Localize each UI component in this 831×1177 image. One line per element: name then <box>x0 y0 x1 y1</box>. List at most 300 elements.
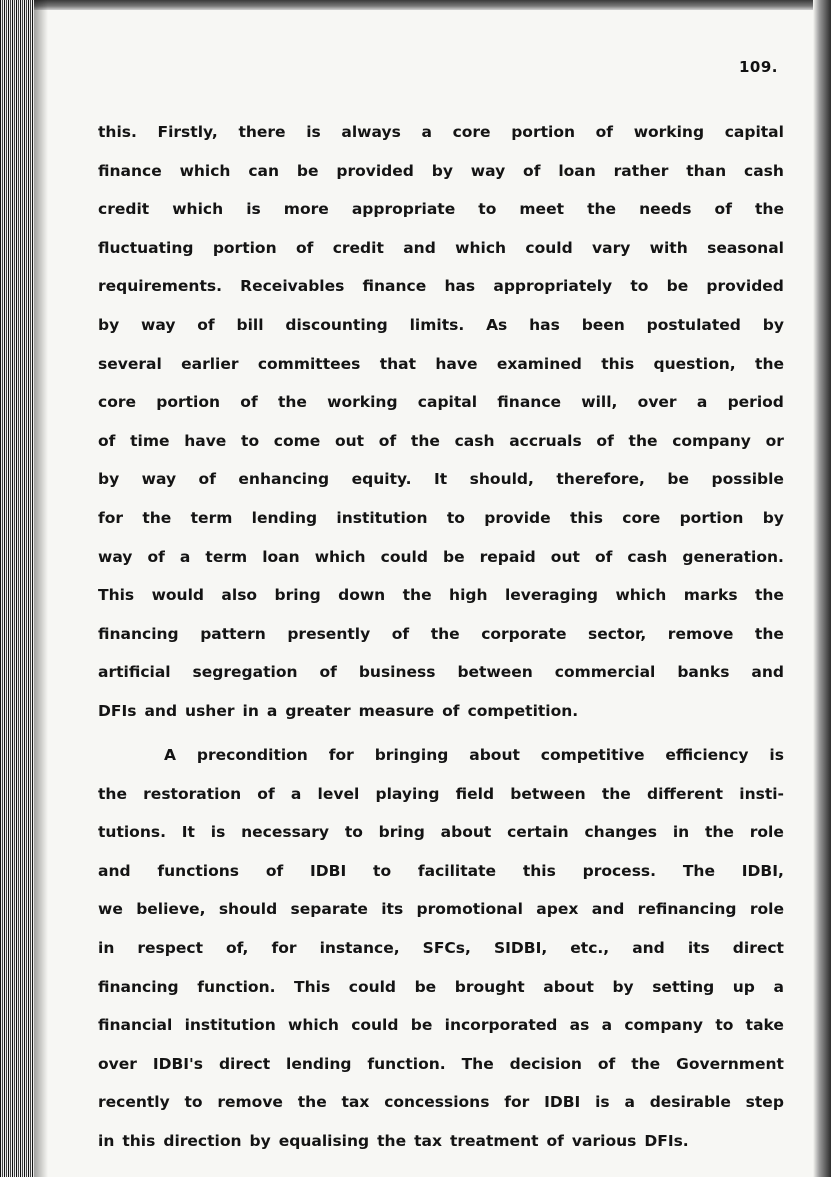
word: capital <box>724 123 784 141</box>
word: Receivables <box>240 277 345 296</box>
word: facilitate <box>417 861 497 880</box>
word: have <box>184 431 227 450</box>
word: promotional <box>416 900 523 919</box>
word: appropriate <box>351 200 456 219</box>
word: As <box>486 315 508 334</box>
word: of <box>596 431 614 450</box>
word: a <box>290 784 302 803</box>
word: out <box>550 547 580 566</box>
word: the <box>98 784 127 803</box>
word: of <box>546 1131 564 1150</box>
word: artificial <box>98 663 171 682</box>
word: institution <box>184 1016 276 1035</box>
word: come <box>273 431 321 450</box>
word: be <box>414 977 437 996</box>
text-line <box>98 938 784 977</box>
word: working <box>327 393 398 412</box>
word: seasonal <box>707 238 784 257</box>
word: bring <box>378 823 425 842</box>
word: The <box>461 1054 494 1073</box>
word: by <box>98 315 120 334</box>
word: corporate <box>481 624 567 643</box>
text-line <box>98 861 784 900</box>
word: way <box>470 161 506 180</box>
text-line <box>98 585 784 624</box>
word: credit <box>332 238 384 257</box>
text-line <box>98 354 784 393</box>
word: institution <box>336 508 428 527</box>
page-right-edge <box>813 0 831 1177</box>
word: has <box>529 315 560 334</box>
word: should, <box>469 470 534 489</box>
word: cash <box>627 547 668 566</box>
word: separate <box>290 900 368 919</box>
word: function. <box>367 1054 446 1073</box>
word: of <box>597 1054 616 1073</box>
word: working <box>633 123 705 141</box>
word: of <box>378 431 397 450</box>
word: This <box>98 586 135 605</box>
word: IDBI, <box>741 861 784 880</box>
text-line <box>98 122 784 161</box>
word: sector, <box>588 624 647 643</box>
text-line <box>98 977 784 1016</box>
word: equity. <box>351 470 412 489</box>
word: be <box>296 161 319 180</box>
word: of <box>523 161 541 180</box>
word: tax <box>414 1131 442 1150</box>
word: SIDBI, <box>493 938 548 957</box>
word: we <box>98 900 123 919</box>
word: step <box>745 1093 784 1112</box>
word: could <box>525 238 573 257</box>
word: SFCs, <box>422 938 471 957</box>
word: portion <box>212 238 277 257</box>
word: accruals <box>509 431 582 450</box>
word: by <box>762 508 784 527</box>
word: is <box>306 123 321 141</box>
book-binding-edge <box>0 0 34 1177</box>
word: requirements. <box>98 277 222 296</box>
word: financing <box>98 977 179 996</box>
word: role <box>749 823 784 842</box>
word: its <box>381 900 404 919</box>
word: provide <box>484 508 551 527</box>
word: as <box>569 1016 590 1035</box>
word: appropriately <box>493 277 613 296</box>
word: the <box>430 624 460 643</box>
word: This <box>294 977 331 996</box>
word: greater <box>285 701 351 720</box>
word: brought <box>454 977 525 996</box>
word: could <box>380 547 428 566</box>
text-line <box>98 547 784 586</box>
word: bill <box>236 315 264 334</box>
word: by <box>431 161 453 180</box>
word: high <box>449 586 488 605</box>
word: the <box>754 586 784 605</box>
word: a <box>601 1016 613 1035</box>
word: finance <box>362 277 427 296</box>
word: measure <box>358 701 435 720</box>
word: presently <box>287 624 371 643</box>
word: be <box>667 470 690 489</box>
word: process. <box>582 861 657 880</box>
word: tax <box>341 1093 370 1112</box>
word: efficiency <box>665 746 749 764</box>
word: the <box>628 431 658 450</box>
word: the <box>402 586 432 605</box>
word: which <box>288 1016 339 1035</box>
word: loan <box>558 161 596 180</box>
word: the <box>297 1093 327 1112</box>
word: generation. <box>682 547 784 566</box>
word: up <box>732 977 755 996</box>
word: It <box>434 470 448 489</box>
word: is <box>246 200 261 219</box>
word: and <box>403 238 436 257</box>
word: the <box>377 1131 407 1150</box>
word: company <box>672 431 751 450</box>
word: with <box>649 238 688 257</box>
word: earlier <box>181 354 239 373</box>
page-number: 109. <box>739 58 779 76</box>
word: A <box>164 746 176 764</box>
text-line <box>98 276 784 315</box>
word: cash <box>454 431 495 450</box>
word: in <box>242 701 259 720</box>
word: a <box>266 701 278 720</box>
text-line <box>98 1131 784 1170</box>
word: the <box>410 431 440 450</box>
word: IDBI <box>544 1093 581 1112</box>
word: IDBI <box>310 861 347 880</box>
word: core <box>452 123 491 141</box>
word: repaid <box>479 547 536 566</box>
word: the <box>587 200 617 219</box>
word: desirable <box>649 1093 731 1112</box>
word: of <box>714 200 732 219</box>
word: term <box>205 547 248 566</box>
word: finance <box>497 393 562 412</box>
text-line <box>98 392 784 431</box>
word: It <box>181 823 195 842</box>
word: the <box>631 1054 661 1073</box>
word: its <box>687 938 710 957</box>
text-line <box>98 469 784 508</box>
word: functions <box>157 861 240 880</box>
word: various <box>571 1131 637 1150</box>
word: lending <box>286 1054 352 1073</box>
word: usher <box>185 701 235 720</box>
word: enhancing <box>238 470 330 489</box>
word: a <box>773 977 784 996</box>
word: over <box>98 1054 137 1073</box>
word: way <box>141 315 176 334</box>
word: cash <box>744 161 784 180</box>
text-line <box>98 315 784 354</box>
word: would <box>151 586 204 605</box>
word: committees <box>257 354 361 373</box>
word: to <box>184 1093 203 1112</box>
word: for <box>504 1093 530 1112</box>
word: bring <box>274 586 321 605</box>
word: commercial <box>554 663 656 682</box>
text-line <box>98 161 784 200</box>
word: the <box>704 823 734 842</box>
word: in <box>672 823 690 842</box>
text-line <box>98 822 784 861</box>
word: instance, <box>319 938 400 957</box>
word: by <box>98 470 120 489</box>
word: which <box>615 586 667 605</box>
text-line <box>98 431 784 470</box>
word: a <box>179 547 191 566</box>
word: the <box>142 508 172 527</box>
word: function. <box>197 977 276 996</box>
word: core <box>98 393 136 412</box>
word: fluctuating <box>98 238 194 257</box>
word: between <box>510 784 586 803</box>
word: financial <box>98 1016 173 1035</box>
word: be <box>442 547 465 566</box>
word: core <box>622 508 661 527</box>
text-line <box>98 662 784 701</box>
word: treatment <box>449 1131 539 1150</box>
word: limits. <box>409 315 465 334</box>
word: period <box>727 393 784 412</box>
word: term <box>190 508 233 527</box>
word: a <box>421 123 432 141</box>
word: over <box>637 393 677 412</box>
word: rather <box>613 161 669 180</box>
word: believe, <box>136 900 206 919</box>
word: concessions <box>384 1093 490 1112</box>
word: by <box>249 1131 271 1150</box>
word: competition. <box>467 701 579 720</box>
word: finance <box>98 161 162 180</box>
word: to <box>241 431 260 450</box>
word: leveraging <box>504 586 599 605</box>
word: meet <box>519 200 564 219</box>
word: the <box>277 393 307 412</box>
text-line <box>98 701 784 740</box>
word: necessary <box>241 823 330 842</box>
word: to <box>630 277 649 296</box>
word: question, <box>653 354 736 373</box>
word: between <box>457 663 533 682</box>
word: be <box>666 277 689 296</box>
word: of <box>265 861 284 880</box>
word: there <box>238 123 286 141</box>
word: time <box>130 431 170 450</box>
word: field <box>455 784 495 803</box>
word: company <box>624 1016 704 1035</box>
word: bringing <box>374 746 449 764</box>
word: will, <box>581 393 618 412</box>
word: take <box>745 1016 784 1035</box>
word: of <box>442 701 460 720</box>
text-line <box>98 784 784 823</box>
word: of <box>595 123 614 141</box>
scan-top-border <box>0 0 831 10</box>
word: portion <box>679 508 744 527</box>
word: changes <box>584 823 658 842</box>
word: of <box>197 315 215 334</box>
word: for <box>98 508 124 527</box>
word: which <box>314 547 366 566</box>
text-line <box>98 899 784 938</box>
paragraph-2 <box>98 745 784 1170</box>
word: to <box>478 200 497 219</box>
word: of <box>198 470 216 489</box>
text-line <box>98 624 784 663</box>
word: by <box>762 315 784 334</box>
word: of <box>319 663 337 682</box>
word: than <box>686 161 727 180</box>
word: segregation <box>192 663 298 682</box>
word: The <box>682 861 715 880</box>
word: of <box>240 393 258 412</box>
word: portion <box>156 393 221 412</box>
word: portion <box>511 123 575 141</box>
word: been <box>581 315 625 334</box>
word: and <box>751 663 784 682</box>
word: also <box>221 586 258 605</box>
word: which <box>179 161 231 180</box>
text-line <box>98 238 784 277</box>
word: and <box>591 900 625 919</box>
word: apex <box>536 900 579 919</box>
word: incorporated <box>444 1016 558 1035</box>
word: provided <box>706 277 784 296</box>
word: certain <box>507 823 569 842</box>
word: for <box>271 938 297 957</box>
word: of <box>594 547 613 566</box>
word: by <box>612 977 634 996</box>
word: role <box>749 900 784 919</box>
word: banks <box>677 663 730 682</box>
text-line <box>98 508 784 547</box>
word: business <box>358 663 436 682</box>
word: capital <box>417 393 478 412</box>
word: which <box>172 200 224 219</box>
word: remove <box>667 624 734 643</box>
word: remove <box>217 1093 283 1112</box>
word: credit <box>98 200 150 219</box>
text-line <box>98 199 784 238</box>
word: postulated <box>646 315 741 334</box>
word: provided <box>336 161 414 180</box>
word: which <box>455 238 507 257</box>
word: could <box>351 1016 399 1035</box>
word: the <box>755 354 784 373</box>
word: financing <box>98 624 179 643</box>
word: way <box>98 547 133 566</box>
word: refinancing <box>637 900 737 919</box>
word: possible <box>711 470 784 489</box>
word: down <box>338 586 386 605</box>
word: could <box>348 977 397 996</box>
word: is <box>595 1093 610 1112</box>
word: IDBI's <box>152 1054 204 1073</box>
word: marks <box>683 586 738 605</box>
word: can <box>248 161 280 180</box>
word: this <box>569 508 603 527</box>
word: playing <box>375 784 440 803</box>
word: always <box>341 123 401 141</box>
word: discounting <box>285 315 388 334</box>
word: needs <box>639 200 692 219</box>
text-line <box>98 1092 784 1131</box>
word: has <box>444 277 476 296</box>
word: the <box>755 200 784 219</box>
word: way <box>141 470 177 489</box>
word: precondition <box>196 746 308 764</box>
word: Government <box>676 1054 784 1073</box>
word: be <box>410 1016 433 1035</box>
word: different <box>646 784 724 803</box>
word: and <box>144 701 178 720</box>
word: DFIs <box>98 701 137 720</box>
text-line <box>98 1015 784 1054</box>
word: to <box>446 508 465 527</box>
word: is <box>769 746 784 764</box>
word: have <box>435 354 478 373</box>
word: this. <box>98 123 137 141</box>
word: about <box>440 823 492 842</box>
word: several <box>98 354 162 373</box>
word: recently <box>98 1093 170 1112</box>
word: to <box>373 861 392 880</box>
word: setting <box>652 977 715 996</box>
word: a <box>696 393 708 412</box>
word: restoration <box>143 784 242 803</box>
word: etc., <box>570 938 610 957</box>
word: examined <box>496 354 582 373</box>
word: of, <box>226 938 249 957</box>
word: a <box>624 1093 635 1112</box>
word: out <box>335 431 365 450</box>
word: tutions. <box>98 823 166 842</box>
word: equalising <box>278 1131 370 1150</box>
word: and <box>98 861 131 880</box>
word: of <box>391 624 410 643</box>
word: lending <box>251 508 318 527</box>
word: DFIs. <box>644 1131 689 1150</box>
word: vary <box>592 238 631 257</box>
word: the <box>601 784 631 803</box>
word: this <box>122 1131 156 1150</box>
gutter-shadow <box>34 0 48 1177</box>
word: respect <box>137 938 203 957</box>
word: pattern <box>200 624 266 643</box>
word: insti- <box>739 784 784 803</box>
word: that <box>379 354 417 373</box>
word: is <box>210 823 226 842</box>
word: this <box>601 354 635 373</box>
word: direct <box>732 938 784 957</box>
word: decision <box>509 1054 582 1073</box>
word: direction <box>163 1131 242 1150</box>
word: in <box>98 938 115 957</box>
word: more <box>283 200 329 219</box>
text-line <box>98 1054 784 1093</box>
word: to <box>344 823 363 842</box>
word: for <box>328 746 354 764</box>
word: about <box>543 977 594 996</box>
word: this <box>522 861 556 880</box>
